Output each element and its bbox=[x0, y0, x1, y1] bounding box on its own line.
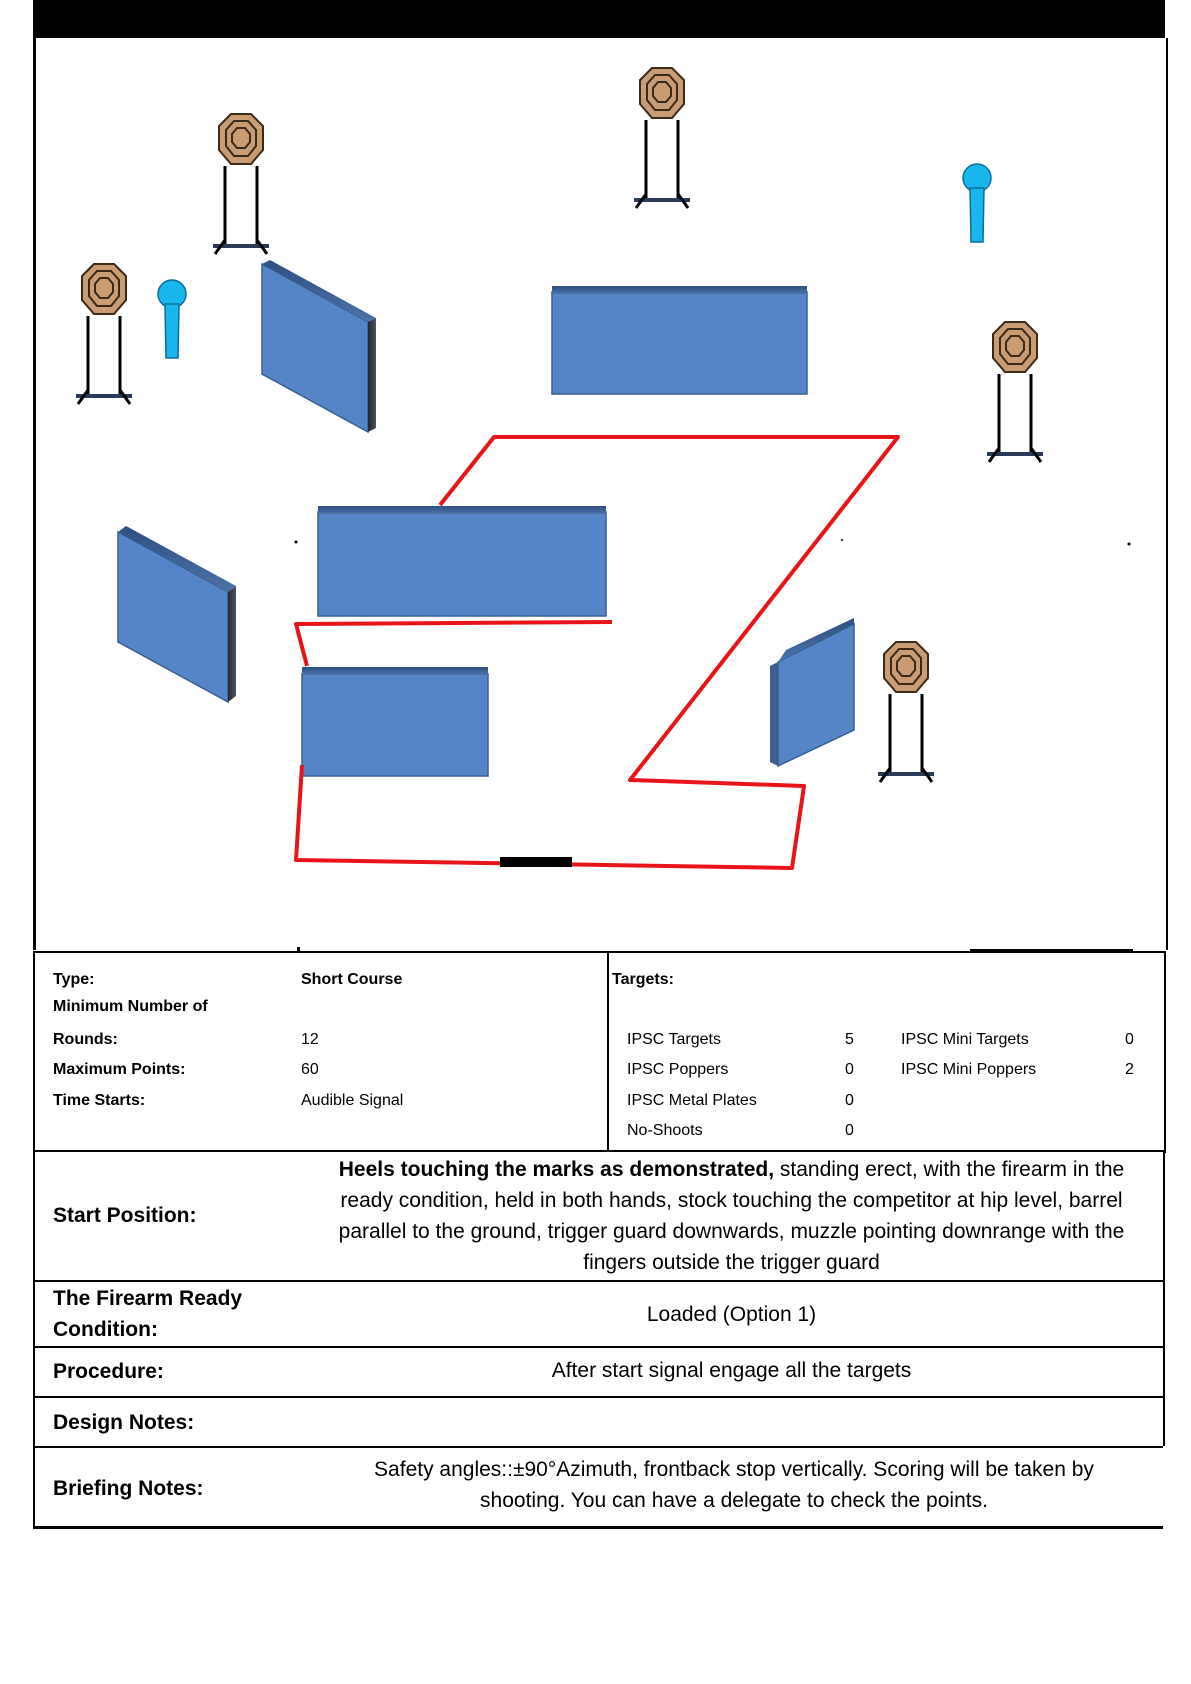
target-name-ipsc-targets: IPSC Targets bbox=[627, 1031, 721, 1048]
time-starts-label: Time Starts: bbox=[53, 1092, 146, 1109]
ipsc-target-5 bbox=[878, 642, 934, 782]
procedure-value: After start signal engage all the targets bbox=[551, 1359, 912, 1382]
max-points-value: 60 bbox=[301, 1061, 319, 1078]
type-value: Short Course bbox=[301, 971, 403, 988]
wall-angled-top-left bbox=[262, 260, 376, 432]
start-position-row bbox=[33, 1150, 1165, 1280]
ready-condition-label-line1: The Firearm Ready bbox=[53, 1287, 243, 1310]
design-notes-row bbox=[33, 1396, 1165, 1446]
target-count-ipsc-targets: 5 bbox=[845, 1031, 854, 1048]
start-position-body: standing erect, with the firearm in the ready condition, held in both hands, stock touching the competitor at hip level, barrel parallel to the ground, trigger guard downwards, muzzle pointing downrange with the fingers outside the trigger guard bbox=[338, 1158, 1125, 1274]
wall-lower-left bbox=[302, 667, 488, 776]
ready-condition-row bbox=[33, 1280, 1165, 1346]
target-name-ipsc-metal-plates: IPSC Metal Plates bbox=[627, 1092, 757, 1109]
start-position-text bbox=[310, 1154, 1153, 1278]
target-name-ipsc-mini-targets: IPSC Mini Targets bbox=[901, 1031, 1029, 1048]
max-points-label: Maximum Points: bbox=[53, 1061, 186, 1078]
briefing-notes-row bbox=[33, 1446, 1163, 1529]
target-count-ipsc-mini-poppers: 2 bbox=[1125, 1061, 1134, 1078]
target-name-ipsc-mini-poppers: IPSC Mini Poppers bbox=[901, 1061, 1037, 1078]
target-count-ipsc-mini-targets: 0 bbox=[1125, 1031, 1134, 1048]
target-count-ipsc-poppers: 0 bbox=[845, 1061, 854, 1078]
fault-line-segment bbox=[296, 622, 612, 666]
procedure-row bbox=[33, 1346, 1165, 1396]
min-rounds-label-line2: Rounds: bbox=[53, 1031, 118, 1048]
target-name-no-shoots: No-Shoots bbox=[627, 1122, 703, 1139]
general-info-block bbox=[33, 951, 1166, 1153]
mini-popper-1 bbox=[963, 164, 991, 242]
start-position-bold-lead: Heels touching the marks as demonstrated, bbox=[338, 1158, 775, 1181]
ready-condition-label-line2: Condition: bbox=[53, 1318, 158, 1341]
target-count-no-shoots: 0 bbox=[845, 1122, 854, 1139]
target-count-ipsc-metal-plates: 0 bbox=[845, 1092, 854, 1109]
wall-angled-left bbox=[118, 526, 236, 702]
wall-middle-center bbox=[318, 506, 606, 616]
briefing-notes-label: Briefing Notes: bbox=[53, 1477, 204, 1500]
ipsc-target-4 bbox=[987, 322, 1043, 462]
start-position-mark bbox=[500, 857, 572, 867]
wall-top-center bbox=[552, 286, 807, 394]
ready-condition-value: Loaded (Option 1) bbox=[646, 1303, 817, 1326]
targets-heading: Targets: bbox=[612, 971, 674, 988]
mini-popper-2 bbox=[158, 280, 186, 358]
design-notes-label: Design Notes: bbox=[53, 1411, 195, 1434]
briefing-notes-value: Safety angles::±90°Azimuth, frontback stop vertically. Scoring will be taken by shooting. You can have a delegate to check the points. bbox=[374, 1458, 1094, 1512]
ipsc-target-2 bbox=[634, 68, 690, 208]
ipsc-target-3 bbox=[76, 264, 132, 404]
wall-angled-right bbox=[770, 618, 854, 766]
procedure-label: Procedure: bbox=[53, 1360, 164, 1383]
time-starts-value: Audible Signal bbox=[301, 1092, 404, 1109]
ipsc-target-1 bbox=[213, 114, 269, 254]
target-name-ipsc-poppers: IPSC Poppers bbox=[627, 1061, 729, 1078]
start-position-label: Start Position: bbox=[53, 1204, 197, 1227]
type-label: Type: bbox=[53, 971, 95, 988]
min-rounds-label-line1: Minimum Number of bbox=[53, 998, 208, 1015]
min-rounds-value: 12 bbox=[301, 1031, 319, 1048]
